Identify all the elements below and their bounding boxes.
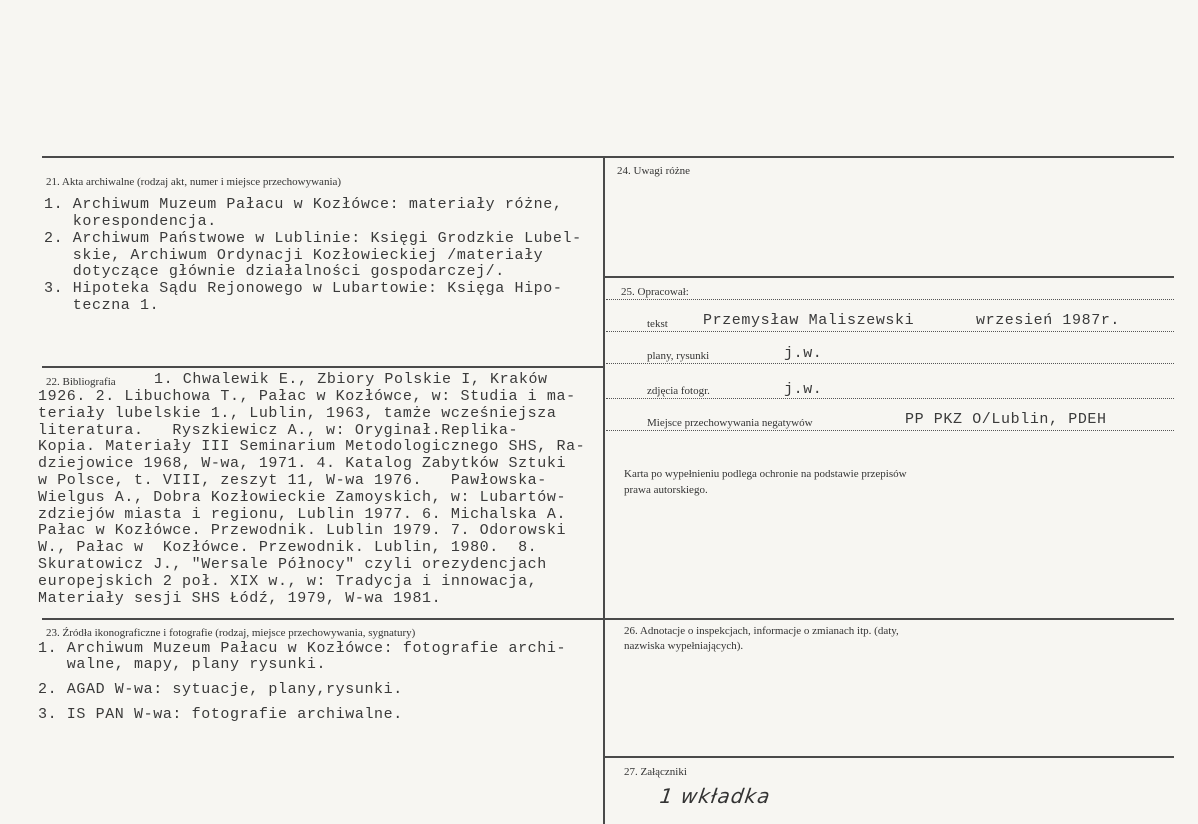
zdjecia-label: zdjęcia fotogr. [647,385,710,397]
zdjecia-value: j.w. [784,381,823,398]
s22-line: w Polsce, t. VIII, zeszyt 11, W-wa 1976. Pawłowska- [38,472,547,489]
s21-line: korespondencja. [44,213,217,230]
plany-label: plany, rysunki [647,350,710,362]
section-21-label: 21. Akta archiwalne (rodzaj akt, numer i miejsce przechowywania) [46,176,342,188]
s21-line: dotyczące głównie działalności gospodarczej/. [44,263,505,280]
tekst-author: Przemysław Maliszewski [703,312,915,329]
section-26-label: 26. Adnotacje o inspekcjach, informacje o zmianach itp. (daty, [624,625,899,637]
s22-line: Wielgus A., Dobra Kozłowieckie Zamoyskich, w: Lubartów- [38,489,567,506]
tekst-label: tekst [647,318,668,330]
section-23-label: 23. Źródła ikonograficzne i fotografie (rodzaj, miejsce przechowywania, sygnatury) [46,627,416,639]
dotted-line [606,363,1174,364]
column-divider [603,156,605,824]
s22-line: Pałac w Kozłówce. Przewodnik. Lublin 1979. 7. Odorowski [38,522,567,539]
s22-line: Skuratowicz J., "Wersale Północy" czyli orezydencjach [38,556,547,573]
s23-line: 2. AGAD W-wa: sytuacje, plany,rysunki. [38,681,403,698]
tekst-date: wrzesień 1987r. [976,312,1121,329]
s22-first-line: 1. Chwalewik E., Zbiory Polskie I, Kraków [154,371,548,388]
s23-line: 1. Archiwum Muzeum Pałacu w Kozłówce: fotografie archi- [38,640,567,657]
section-24-label: 24. Uwagi różne [617,165,691,177]
attachment-handwritten: 1 wkładka [658,784,773,808]
dotted-line [606,398,1174,399]
rule-right-24-25 [604,276,1174,278]
rule-left-22-23 [42,618,604,620]
s22-line: Kopia. Materiały III Seminarium Metodologicznego SHS, Ra- [38,438,586,455]
karta-note-line: Karta po wypełnieniu podlega ochronie na podstawie przepisów [624,468,907,480]
dotted-line [606,299,1174,300]
rule-right-25-26 [604,618,1174,620]
s22-line: Materiały sesji SHS Łódź, 1979, W-wa 1981. [38,590,442,607]
karta-note-line: prawa autorskiego. [624,484,708,496]
s21-line: teczna 1. [44,297,160,314]
dotted-line [606,430,1174,431]
rule-left-21-22 [42,366,604,368]
s21-line: 2. Archiwum Państwowe w Lublinie: Księgi Grodzkie Lubel- [44,230,582,247]
section-22-label: 22. Bibliografia [46,376,116,388]
s22-line: dziejowice 1968, W-wa, 1971. 4. Katalog Zabytków Sztuki [38,455,567,472]
s21-line: 3. Hipoteka Sądu Rejonowego w Lubartowie: Księga Hipo- [44,280,563,297]
dotted-line [606,331,1174,332]
miejsce-value: PP PKZ O/Lublin, PDEH [905,411,1107,428]
s22-line: literatura. Ryszkiewicz A., w: Oryginał.Replika- [38,422,519,439]
s22-line: teriały lubelskie 1., Lublin, 1963, tamże wcześniejsza [38,405,557,422]
top-rule [42,156,1174,158]
s23-line: 3. IS PAN W-wa: fotografie archiwalne. [38,706,403,723]
section-26-label-cont: nazwiska wypełniających). [624,640,744,652]
rule-right-26-27 [604,756,1174,758]
plany-value: j.w. [784,345,823,362]
s22-line: zdziejów miasta i regionu, Lublin 1977. 6. Michalska A. [38,506,567,523]
section-27-label: 27. Załączniki [624,766,687,778]
section-25-label: 25. Opracował: [621,286,689,298]
s22-line: 1926. 2. Libuchowa T., Pałac w Kozłówce, w: Studia i ma- [38,388,576,405]
s21-line: skie, Archiwum Ordynacji Kozłowieckiej /materiały [44,247,544,264]
s22-line: europejskich 2 poł. XIX w., w: Tradycja i innowacja, [38,573,538,590]
miejsce-label: Miejsce przechowywania negatywów [647,417,813,429]
s22-line: W., Pałac w Kozłówce. Przewodnik. Lublin, 1980. 8. [38,539,538,556]
s21-line: 1. Archiwum Muzeum Pałacu w Kozłówce: materiały różne, [44,196,563,213]
s23-line: walne, mapy, plany rysunki. [38,656,327,673]
